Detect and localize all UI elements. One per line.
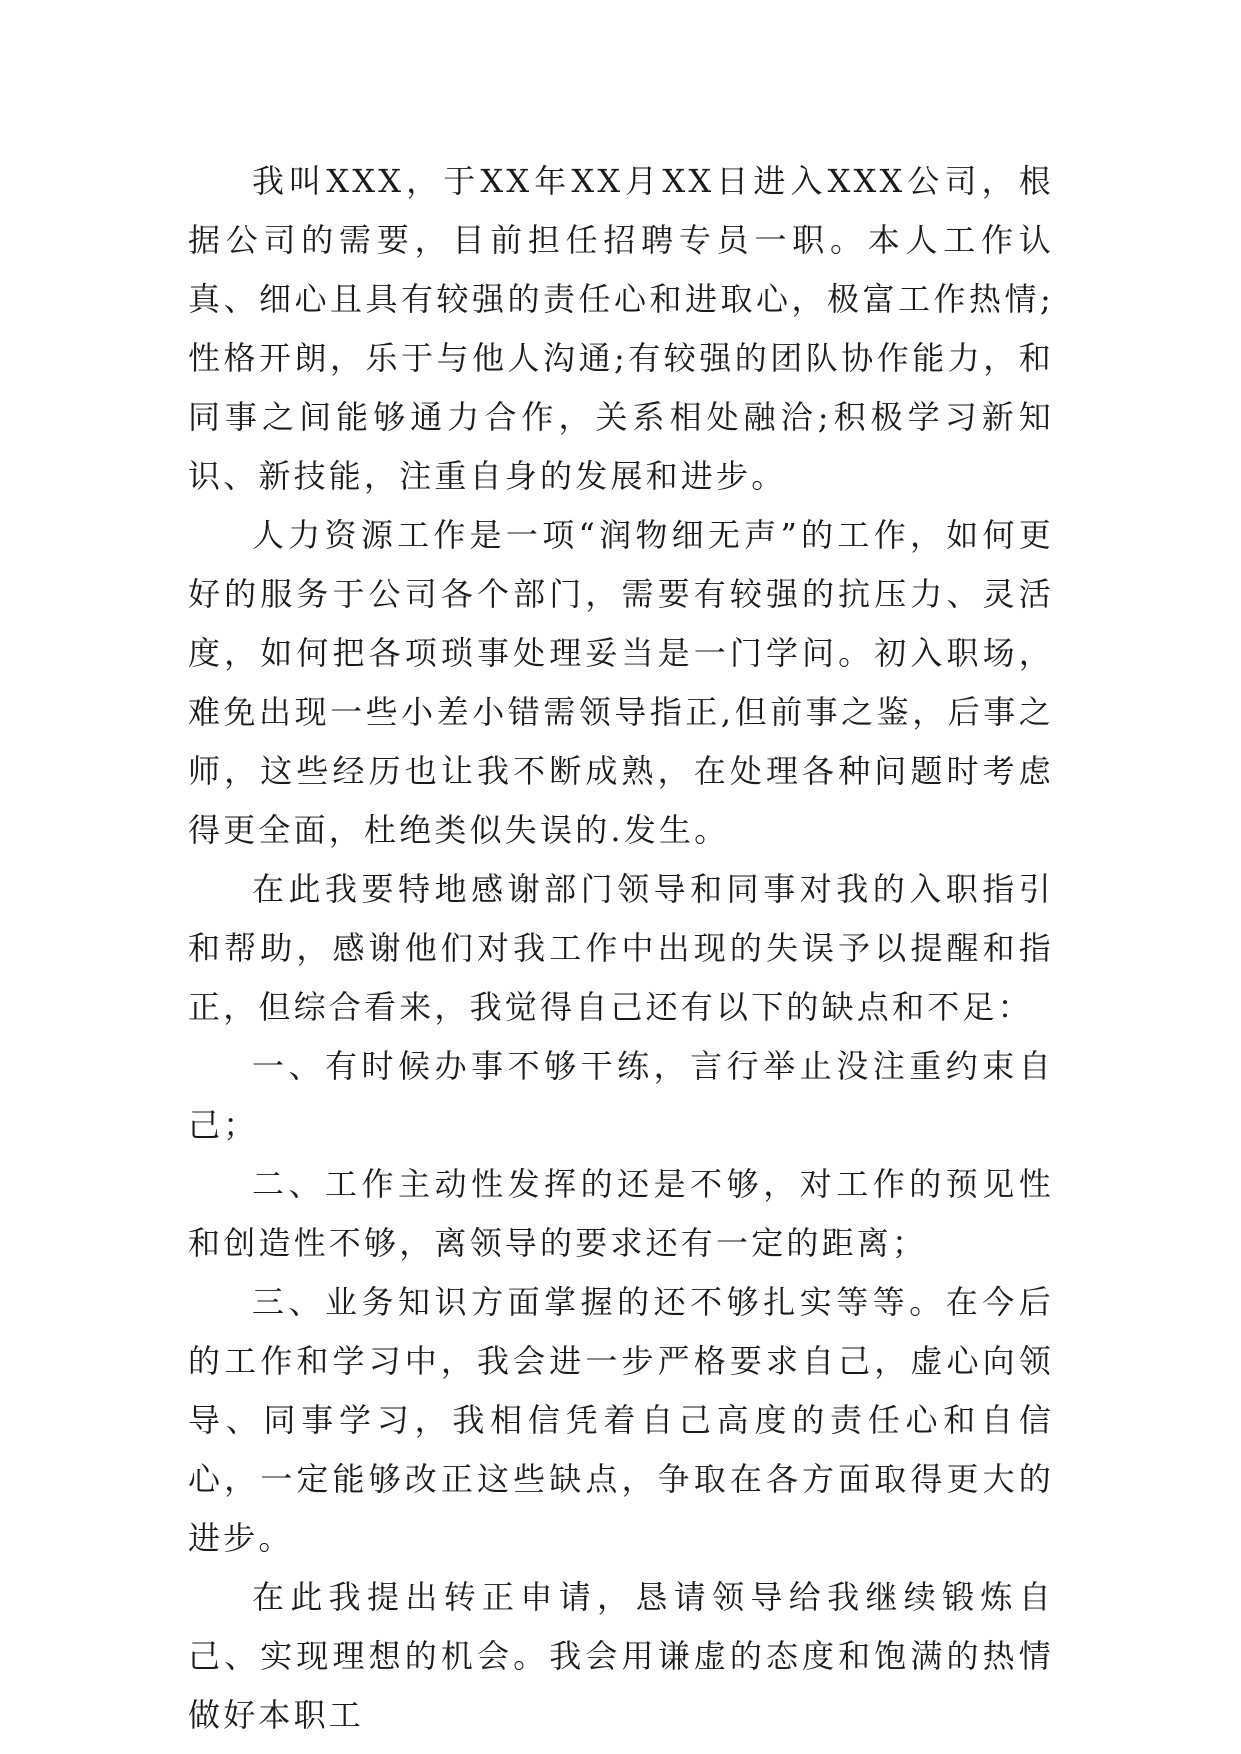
paragraph-intro: 我叫XXX，于XX年XX月XX日进入XXX公司，根据公司的需要，目前担任招聘专员一职。本人工作认真、细心且具有较强的责任心和进取心，极富工作热情;性格开朗，乐于与他人沟通;有较强的团队协作能力，和同事之间能够通力合作，关系相处融洽;积极学习新知识、新技能，注重自身的发展和进步。 (188, 162, 1054, 495)
paragraph-hr-work: 人力资源工作是一项“润物细无声”的工作，如何更好的服务于公司各个部门，需要有较强的抗压力、灵活度，如何把各项琐事处理妥当是一门学问。初入职场，难免出现一些小差小错需领导指正,但前事之鉴，后事之师，这些经历也让我不断成熟，在处理各种问题时考虑得更全面，杜绝类似失误的.发生。 (188, 516, 1054, 849)
paragraph-shortcoming-3: 三、业务知识方面掌握的还不够扎实等等。在今后的工作和学习中，我会进一步严格要求自己，虚心向领导、同事学习，我相信凭着自己高度的责任心和自信心，一定能够改正这些缺点，争取在各方面取得更大的进步。 (188, 1283, 1054, 1557)
document-body (188, 152, 1054, 1745)
paragraph-application: 在此我提出转正申请，恳请领导给我继续锻炼自己、实现理想的机会。我会用谦虚的态度和饱满的热情做好本职工 (188, 1578, 1054, 1734)
paragraph-shortcoming-1: 一、有时候办事不够干练，言行举止没注重约束自己； (188, 1047, 1054, 1144)
paragraph-shortcoming-2: 二、工作主动性发挥的还是不够，对工作的预见性和创造性不够，离领导的要求还有一定的距离； (188, 1165, 1054, 1262)
paragraph-thanks: 在此我要特地感谢部门领导和同事对我的入职指引和帮助，感谢他们对我工作中出现的失误予以提醒和指正，但综合看来，我觉得自己还有以下的缺点和不足： (188, 870, 1054, 1026)
